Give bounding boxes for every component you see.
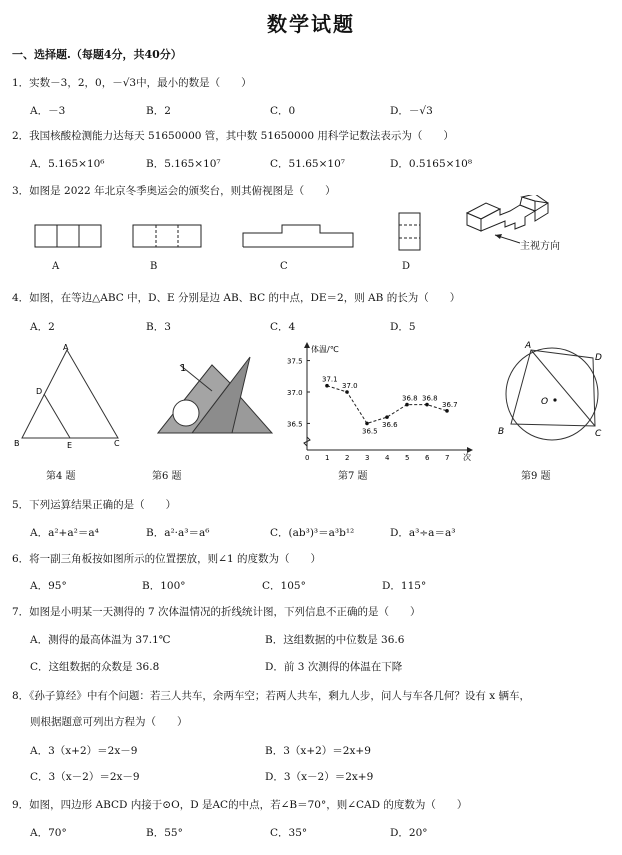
fig9-label-b: B	[498, 427, 505, 437]
caption-fig9: 第9 题	[521, 471, 551, 482]
question-1-option-b: B．2	[146, 105, 171, 117]
question-8-option-b: B．3（x+2）＝2x+9	[265, 745, 371, 757]
question-6-option-c: C．105°	[262, 580, 306, 592]
x-tick-label: 1	[325, 454, 330, 462]
fig4-label-d: D	[36, 387, 43, 396]
question-4-option-c: C．4	[270, 321, 296, 333]
question-4-option-a: A．2	[30, 321, 55, 333]
podium-figures	[0, 195, 622, 275]
question-9-stem: 9．如图，四边形 ABCD 内接于⊙O，D 是AC的中点，若∠B＝70°，则∠CAD 的度数为（ ）	[12, 799, 468, 811]
fig9-label-d: D	[595, 353, 602, 363]
fig9-label-a: A	[525, 341, 532, 351]
question-9-option-d: D．20°	[390, 827, 428, 839]
section-heading: 一、选择题.（每题4分，共40分）	[12, 48, 182, 61]
question-9-option-a: A．70°	[30, 827, 67, 839]
question-2-option-b: B．5.165×10⁷	[146, 158, 221, 170]
data-label: 36.7	[442, 400, 458, 409]
x-axis-label: 次	[463, 453, 471, 462]
fig4-label-e: E	[67, 441, 73, 450]
question-7-stem: 7．如图是小明某一天测得的 7 次体温情况的折线统计图，下列信息不正确的是（ ）	[12, 606, 421, 618]
question-4-option-b: B．3	[146, 321, 171, 333]
fig9-label-c: C	[595, 429, 602, 439]
question-3-stem: 3．如图是 2022 年北京冬季奥运会的颁奖台，则其俯视图是（ ）	[12, 185, 336, 197]
question-6-option-a: A．95°	[30, 580, 67, 592]
data-point	[445, 409, 449, 413]
question-1-option-d: D．－√3	[390, 105, 433, 117]
x-tick-label: 5	[405, 454, 410, 462]
fig6-label-1: 1	[180, 363, 187, 374]
question-8-option-c: C．3（x－2）＝2x－9	[30, 771, 140, 783]
y-tick-label: 37.5	[287, 357, 303, 366]
question-1-stem: 1．实数－3，2，0，－√3中，最小的数是（ ）	[12, 77, 252, 89]
question-1-option-a: A．－3	[30, 105, 66, 117]
data-point	[425, 403, 429, 407]
fig4-label-c: C	[114, 439, 120, 448]
question-2-option-a: A．5.165×10⁶	[30, 158, 105, 170]
data-point	[345, 390, 349, 394]
y-tick-label: 37.0	[287, 389, 303, 397]
question-8-stem: 8．《孙子算经》中有个问题：若三人共车，余两车空；若两人共车，剩九人步，问人与车各几何？设有 x 辆车，	[12, 690, 531, 702]
option-c-label: C	[280, 261, 288, 272]
caption-fig6: 第6 题	[152, 471, 182, 482]
option-a-label: A	[52, 261, 60, 272]
figure-6-set-squares	[150, 345, 278, 445]
question-2-stem: 2．我国核酸检测能力达每天 51650000 管，其中数 51650000 用科学记数法表示为（ ）	[12, 130, 454, 142]
option-c-figure	[243, 225, 353, 247]
x-tick-label: 4	[385, 454, 390, 462]
podium-3d	[467, 195, 548, 231]
x-tick-label: 6	[425, 454, 430, 462]
question-5-option-d: D．a³÷a＝a³	[390, 527, 456, 539]
caption-fig4: 第4 题	[46, 471, 76, 482]
data-label: 36.8	[422, 394, 438, 403]
figure-7-line-chart	[285, 338, 485, 463]
question-4-option-d: D．5	[390, 321, 416, 333]
question-1-option-c: C．0	[270, 105, 296, 117]
question-5-option-b: B．a²·a³＝a⁶	[146, 527, 210, 539]
question-8-stem-continued: 则根据题意可列出方程为（ ）	[30, 716, 188, 728]
x-tick-label: 2	[345, 454, 350, 462]
fig4-label-a: A	[63, 343, 69, 352]
data-point	[385, 415, 389, 419]
data-point	[365, 422, 369, 426]
question-7-option-a: A．测得的最高体温为 37.1℃	[30, 634, 171, 646]
option-b-figure	[133, 225, 201, 247]
question-9-option-b: B．55°	[146, 827, 183, 839]
question-4-stem: 4．如图，在等边△ABC 中，D、E 分别是边 AB、BC 的中点，DE＝2，则 AB 的长为（ ）	[12, 292, 461, 304]
question-6-option-b: B．100°	[142, 580, 186, 592]
fig9-label-o: O	[541, 397, 549, 407]
data-label: 36.5	[362, 427, 378, 436]
data-label: 37.0	[342, 382, 358, 390]
question-5-stem: 5．下列运算结果正确的是（ ）	[12, 499, 177, 511]
figure-4-triangle	[10, 342, 130, 452]
question-7-option-d: D．前 3 次测得的体温在下降	[265, 661, 403, 673]
option-d-label: D	[402, 261, 411, 272]
question-2-option-c: C．51.65×10⁷	[270, 158, 345, 170]
page-title: 数学试题	[267, 12, 355, 36]
data-point	[325, 384, 329, 388]
question-6-stem: 6．将一副三角板按如图所示的位置摆放，则∠1 的度数为（ ）	[12, 553, 321, 565]
view-direction-label: 主视方向	[520, 241, 560, 252]
question-9-option-c: C．35°	[270, 827, 308, 839]
data-label: 36.6	[382, 421, 398, 430]
y-tick-label: 36.5	[287, 420, 303, 429]
question-8-option-a: A．3（x+2）＝2x－9	[30, 745, 138, 757]
option-b-label: B	[150, 261, 158, 272]
data-label: 37.1	[322, 375, 338, 384]
option-a-figure	[35, 225, 101, 247]
caption-fig7: 第7 题	[338, 471, 368, 482]
question-5-option-a: A．a²+a²＝a⁴	[30, 527, 99, 539]
fig4-label-b: B	[14, 439, 20, 448]
data-point	[405, 403, 409, 407]
y-axis-arrow	[304, 342, 310, 348]
y-axis-label: 体温/℃	[311, 345, 339, 354]
question-8-option-d: D．3（x－2）＝2x+9	[265, 771, 374, 783]
question-7-option-c: C．这组数据的众数是 36.8	[30, 661, 160, 673]
question-6-option-d: D．115°	[382, 580, 427, 592]
question-7-option-b: B．这组数据的中位数是 36.6	[265, 634, 405, 646]
option-d-figure	[399, 213, 420, 250]
data-label: 36.8	[402, 394, 418, 403]
figure-9-circle	[495, 340, 610, 445]
x-tick-label: 3	[365, 454, 370, 462]
x-tick-label: 0	[305, 454, 310, 462]
question-2-option-d: D．0.5165×10⁸	[390, 158, 473, 170]
question-5-option-c: C．(ab³)³＝a³b¹²	[270, 527, 355, 539]
x-tick-label: 7	[445, 454, 450, 462]
